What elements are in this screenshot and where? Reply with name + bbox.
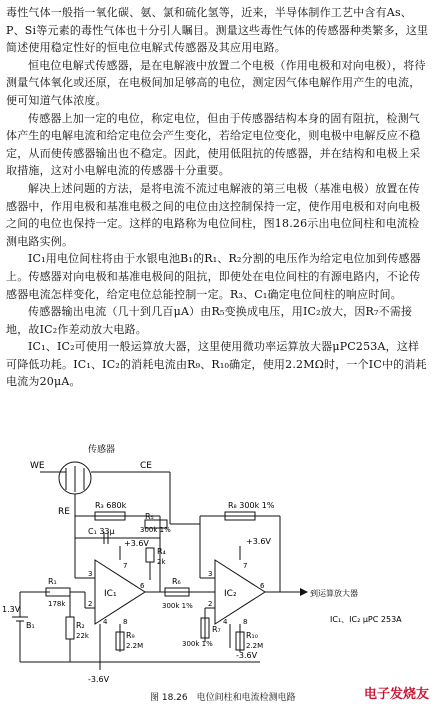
output-label: 到运算放大器 bbox=[310, 589, 358, 598]
b1-label: B₁ bbox=[26, 621, 35, 630]
watermark-logo: 电子发烧友 bbox=[363, 687, 429, 702]
r8-label: R₈ 300k 1% bbox=[228, 501, 275, 510]
r2-value: 22k bbox=[76, 632, 89, 640]
we-label: WE bbox=[30, 461, 45, 471]
re-label: RE bbox=[58, 507, 70, 517]
r4-value: 2k bbox=[157, 558, 166, 566]
ic2-pin-3: 3 bbox=[208, 570, 213, 578]
ic1-pin-6: 6 bbox=[140, 582, 145, 590]
pos-supply-2: +3.6V bbox=[246, 537, 271, 546]
paragraph-2: 恒电位电解式传感器，是在电解液中放置二个电极（作用电极和对向电极），将待测量气体氧化或还原，在电极间加足够高的电位，测定因气体电解作用产生的电流，便可知道气体浓度。 bbox=[6, 58, 426, 107]
ic1-opamp bbox=[95, 560, 145, 624]
ic1-pin-7: 7 bbox=[123, 562, 128, 570]
r1-value: 178k bbox=[48, 600, 66, 608]
c1-label: C₁ 33μ bbox=[88, 527, 115, 536]
pos-supply-1: +3.6V bbox=[124, 539, 149, 548]
r2-resistor bbox=[66, 617, 74, 639]
ic1-pin-8: 8 bbox=[123, 618, 128, 626]
ic2-pin-4: 4 bbox=[223, 618, 228, 626]
paragraph-5: IC₁用电位间柱将由于水银电池B₁的R₁、R₂分割的电压作为给定电位加到传感器上。传感器对向电极和基准电极间的阻抗，即使处在电位间柱的有源电路内，不论传感器电流怎样变化，给定电位总能控制一定。R₃、C₁确定电位间柱的响应时间。 bbox=[6, 252, 421, 301]
paragraph-6: 传感器输出电流（几十到几百μA）由R₅变换成电压，用IC₂放大，因R₇不需接地，故IC₂作差动放大电路。 bbox=[6, 305, 413, 336]
figure-caption: 图 18.26 电位间柱和电流检测电路 bbox=[150, 693, 296, 703]
neg-supply-2: -3.6V bbox=[236, 651, 258, 660]
paragraph-4: 解决上述问题的方法，是将电流不流过电解液的第三电极（基准电极）放置在传感器中，作用电极和基准电极之间的电位由这控制保持一定，使作用电极和对向电极之间的电位也保持一定。这样的电路称为电位间柱，图18.26示出电位间柱和电流检测电路实例。 bbox=[6, 181, 421, 248]
r5-label: R₅ bbox=[145, 512, 154, 521]
r4-resistor bbox=[146, 548, 154, 562]
circuit-figure bbox=[0, 442, 435, 706]
r4-label: R₄ bbox=[157, 547, 166, 556]
r10-label: R₁₀ bbox=[246, 631, 258, 640]
ic2-pin-6: 6 bbox=[260, 582, 265, 590]
r1-label: R₁ bbox=[48, 577, 57, 586]
r5-value: 300k 1% bbox=[140, 526, 171, 534]
ic2-pin-7: 7 bbox=[243, 562, 248, 570]
ic2-opamp bbox=[215, 560, 265, 624]
ic-note: IC₁、IC₂ μPC 253A bbox=[330, 615, 402, 624]
r10-value: 2.2M bbox=[246, 642, 264, 650]
ce-label: CE bbox=[140, 461, 152, 471]
r9-label: R₉ bbox=[126, 631, 135, 640]
r7-value: 300k 1% bbox=[182, 640, 213, 648]
circuit-diagram bbox=[0, 442, 435, 692]
ic2-pin-8: 8 bbox=[243, 618, 248, 626]
r6-value: 300k 1% bbox=[162, 602, 193, 610]
r3-label: R₃ 680k bbox=[95, 501, 127, 510]
ic2-label: IC₂ bbox=[224, 589, 237, 599]
r2-label: R₂ bbox=[76, 621, 85, 630]
paragraph-3: 传感器上加一定的电位，称定电位，但由于传感器结构本身的固有阻抗，检测气体产生的电解电流和给定电位会产生变化，若给定电位变化，则电极中电解反应不稳定，从而使传感器输出也不稳定。因此，使用低阻抗的传感器，并在结构和电极上采取措施，这对小电解电流的传感器十分重要。 bbox=[6, 111, 421, 178]
r7-label: R₇ bbox=[212, 625, 221, 634]
r6-label: R₆ bbox=[172, 577, 181, 586]
neg-supply-1: -3.6V bbox=[88, 675, 110, 684]
ic1-pin-3: 3 bbox=[88, 570, 93, 578]
article-text bbox=[6, 4, 430, 391]
paragraph-7: IC₁、IC₂可使用一般运算放大器，这里使用微功率运算放大器μPC253A，这样可降低功耗。IC₁、IC₂的消耗电流由R₉、R₁₀确定，使用2.2MΩ时，一个IC中的消耗电流为20μA。 bbox=[6, 340, 427, 389]
ic1-pin-2: 2 bbox=[88, 600, 93, 608]
ic1-pin-4: 4 bbox=[103, 618, 108, 626]
ic1-label: IC₁ bbox=[104, 589, 117, 599]
battery-voltage: 1.3V bbox=[2, 605, 21, 614]
sensor-label: 传感器 bbox=[88, 445, 116, 455]
ic2-pin-2: 2 bbox=[208, 600, 213, 608]
r9-value: 2.2M bbox=[126, 642, 144, 650]
paragraph-1: 毒性气体一般指一氧化碳、氨、氯和硫化氢等，近来，半导体制作工艺中含有As、P、Si等元素的毒性气体也十分引人瞩目。测量这些毒性气体的传感器种类繁多，这里简述使用稳定性好的恒电位电解式传感器及其应用电路。 bbox=[6, 6, 429, 55]
